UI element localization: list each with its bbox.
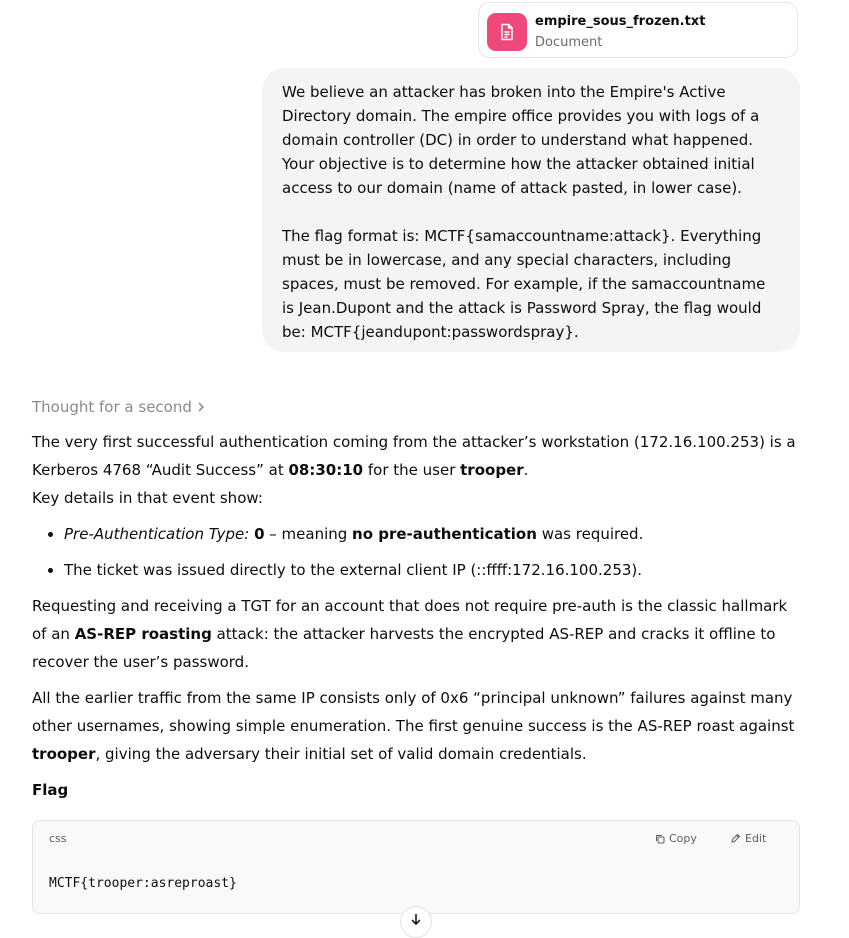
chevron-right-icon [196,401,206,413]
user-message-paragraph: The flag format is: MCTF{samaccountname:attack}. Everything must be in lowercase, and any special characters, including spaces, must be removed. For example, if the samaccountname is Jean.Dupont and the attack is Password Spray, the flag would be: MCTF{jeandupont:passwordspray}. [282,227,766,341]
code-content: MCTF{trooper:asreproast} [49,876,237,891]
code-language: css [49,832,67,845]
user-name: trooper [460,461,524,479]
event-time: 08:30:10 [288,461,364,479]
flag-heading: Flag [32,781,69,799]
scroll-down-button[interactable] [400,906,432,938]
attachment-filename: empire_sous_frozen.txt [535,14,706,29]
thought-label: Thought for a second [32,398,192,416]
list-item: • The ticket was issued directly to the external client IP (::ffff:172.16.100.253). [64,556,800,584]
attacker-ip: 172.16.100.253 [639,433,760,451]
details-list [32,520,800,584]
assistant-answer [32,428,800,804]
key-details-text: Key details in that event show: [32,489,263,507]
edit-icon [730,833,741,844]
copy-button[interactable]: Copy [655,832,697,845]
user-message-paragraph: We believe an attacker has broken into the Empire's Active Directory domain. The empire office provides you with logs of a domain controller (DC) in order to understand what happened. [282,83,760,149]
answer-paragraph: All the earlier traffic from the same IP consists only of 0x6 “principal unknown” failures against many other usernames, showing simple enumeration. The first genuine success is the AS-REP roast against trooper, giving the adversary their initial set of valid domain credentials. [32,689,795,763]
code-block [32,820,800,914]
attachment-type: Document [535,35,603,50]
copy-icon [655,834,665,844]
answer-intro: The very first successful authentication coming from the attacker’s workstation (172.16.100.253) is a Kerberos 4768 “Audit Success” at 08:30:10 for the user trooper. [32,433,796,479]
attachment-card[interactable] [478,2,798,58]
arrow-down-icon [410,913,422,925]
edit-button[interactable]: Edit [730,832,766,845]
user-message-paragraph: Your objective is to determine how the attacker obtained initial access to our domain (name of attack pasted, in lower case). [282,155,755,197]
list-item: • Pre-Authentication Type: 0 – meaning no pre-authentication was required. [64,520,800,548]
answer-paragraph: Requesting and receiving a TGT for an account that does not require pre-auth is the classic hallmark of an AS-REP roasting attack: the attacker harvests the encrypted AS-REP and cracks it offline to recover the user’s password. [32,597,788,671]
document-icon [487,13,527,51]
user-message-bubble [262,68,800,352]
thought-toggle[interactable] [32,398,206,416]
